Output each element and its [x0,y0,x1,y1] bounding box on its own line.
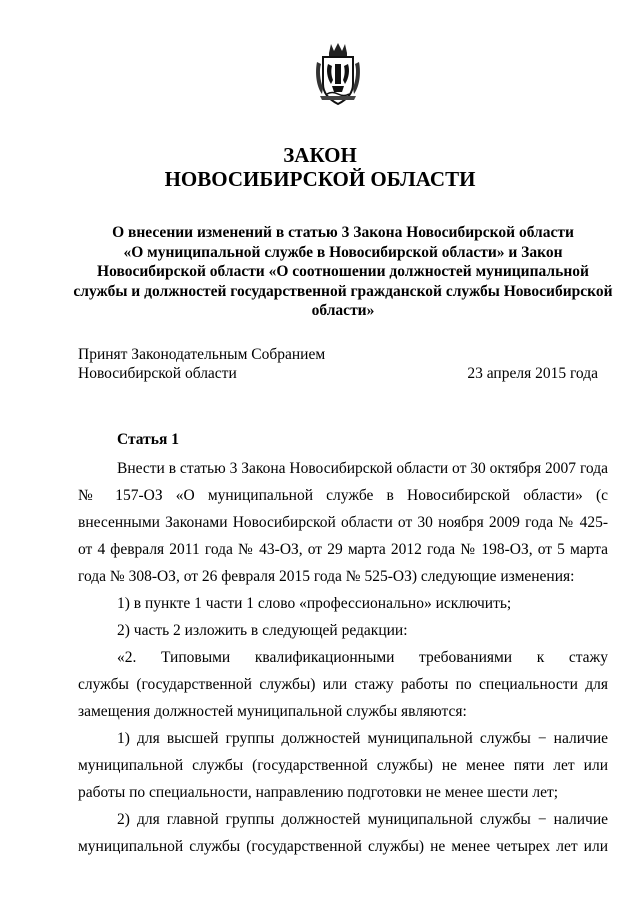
article-heading: Статья 1 [117,431,179,448]
body-line: года № 308-ОЗ, от 26 февраля 2015 года № 525-ОЗ) следующие изменения: [78,568,575,585]
subtitle-line: «О муниципальной службе в Новосибирской области» и Закон [123,243,563,261]
body-line: 1) в пункте 1 части 1 слово «профессионально» исключить; [117,595,512,612]
adoption-date: 23 апреля 2015 года [467,365,598,382]
adoption-block [78,345,598,383]
adoption-line: Принят Законодательным Собранием [78,346,326,363]
body-line: внесенными Законами Новосибирской области от 30 ноября 2009 года № 425- [78,514,608,531]
subtitle-line: области» [311,302,375,319]
subtitle-line: О внесении изменений в статью 3 Закона Новосибирской области [112,224,574,241]
law-subtitle [70,223,616,321]
body-line: работы по специальности, направлению подготовки не менее шести лет; [78,784,559,801]
body-line: службы (государственной службы) или стажу работы по специальности для [78,676,608,693]
body-line: 1) для высшей группы должностей муниципальной службы − наличие [117,730,608,747]
body-line: 2) часть 2 изложить в следующей редакции: [117,622,408,639]
body-line: замещения должностей муниципальной службы являются: [78,703,467,720]
coat-of-arms-emblem [314,42,362,108]
body-line: муниципальной службы (государственной службы) не менее пяти лет или [78,757,608,774]
body-line: 2) для главной группы должностей муниципальной службы − наличие [117,811,608,828]
article-body [78,455,608,860]
body-line: № 157-ОЗ «О муниципальной службе в Новосибирской области» (с [78,487,608,504]
adoption-line: Новосибирской области [78,365,237,382]
document-title-line-1: ЗАКОН [283,143,357,167]
subtitle-line: Новосибирской области «О соотношении должностей муниципальной [97,263,589,280]
subtitle-line: службы и должностей государственной гражданской службы Новосибирской [73,282,613,300]
body-line: от 4 февраля 2011 года № 43-ОЗ, от 29 марта 2012 года № 198-ОЗ, от 5 марта [78,541,608,558]
body-line: Внести в статью 3 Закона Новосибирской области от 30 октября 2007 года [117,460,608,477]
body-line: муниципальной службы (государственной службы) не менее четырех лет или [78,838,608,855]
body-line: «2. Типовыми квалификационными требованиями к стажу [117,649,608,666]
document-title-line-2: НОВОСИБИРСКОЙ ОБЛАСТИ [164,167,476,191]
